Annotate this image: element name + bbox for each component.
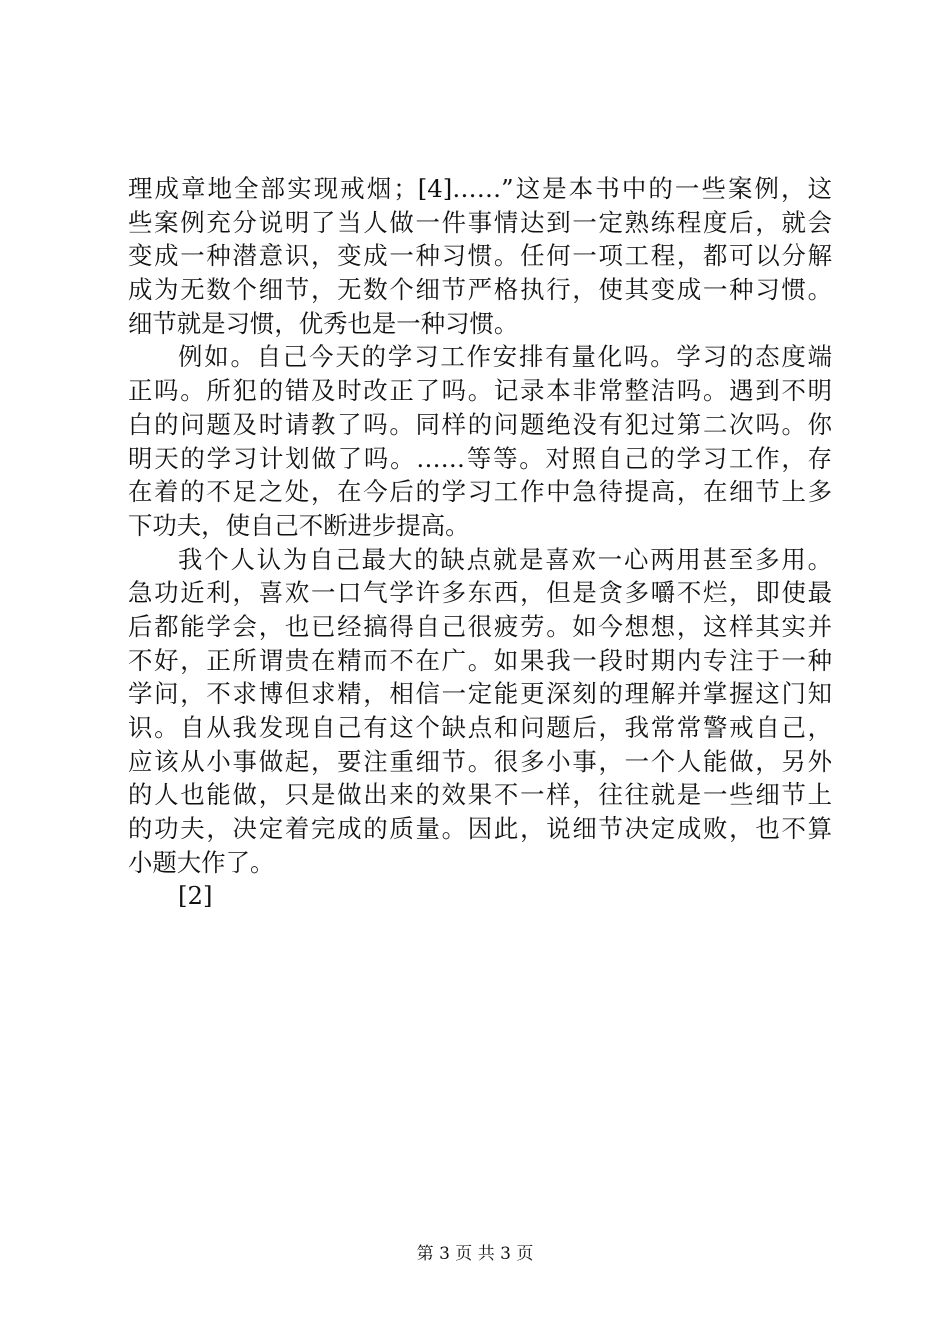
text-line: 应该从小事做起，要注重细节。很多小事，一个人能做，另外 <box>128 746 832 776</box>
page-footer: 第 3 页 共 3 页 <box>416 1244 534 1264</box>
text-line: 的功夫，决定着完成的质量。因此，说细节决定成败，也不算 <box>128 814 832 844</box>
text-line: 理成章地全部实现戒烟；[4]……”这是本书中的一些案例，这 <box>128 174 832 203</box>
text-line: 细节就是习惯，优秀也是一种习惯。 <box>128 308 519 338</box>
text-line: 后都能学会，也已经搞得自己很疲劳。如今想想，这样其实并 <box>128 611 832 641</box>
text-line: 急功近利，喜欢一口气学许多东西，但是贪多嚼不烂，即使最 <box>128 578 832 608</box>
text-line: 白的问题及时请教了吗。同样的问题绝没有犯过第二次吗。你 <box>128 409 832 439</box>
text-line: 些案例充分说明了当人做一件事情达到一定熟练程度后，就会 <box>128 207 832 237</box>
text-line: 例如。自己今天的学习工作安排有量化吗。学习的态度端 <box>178 342 832 372</box>
text-line: 学问，不求博但求精，相信一定能更深刻的理解并掌握这门知 <box>128 679 832 709</box>
text-line: 下功夫，使自己不断进步提高。 <box>128 510 470 540</box>
text-line: 成为无数个细节，无数个细节严格执行，使其变成一种习惯。 <box>128 275 832 305</box>
text-line: 明天的学习计划做了吗。……等等。对照自己的学习工作，存 <box>128 443 832 473</box>
text-line: 识。自从我发现自己有这个缺点和问题后，我常常警戒自己， <box>128 713 832 742</box>
text-line: 我个人认为自己最大的缺点就是喜欢一心两用甚至多用。 <box>178 544 832 574</box>
text-line: 在着的不足之处，在今后的学习工作中急待提高，在细节上多 <box>128 477 832 507</box>
text-line: 小题大作了。 <box>128 847 275 877</box>
text-line: 变成一种潜意识，变成一种习惯。任何一项工程，都可以分解 <box>128 241 832 271</box>
text-line: 的人也能做，只是做出来的效果不一样，往往就是一些细节上 <box>128 780 832 810</box>
text-line: 不好，正所谓贵在精而不在广。如果我一段时期内专注于一种 <box>128 645 832 675</box>
text-line: 正吗。所犯的错及时改正了吗。记录本非常整洁吗。遇到不明 <box>128 376 832 406</box>
document-body <box>128 172 832 913</box>
text-line: [2] <box>178 881 213 911</box>
